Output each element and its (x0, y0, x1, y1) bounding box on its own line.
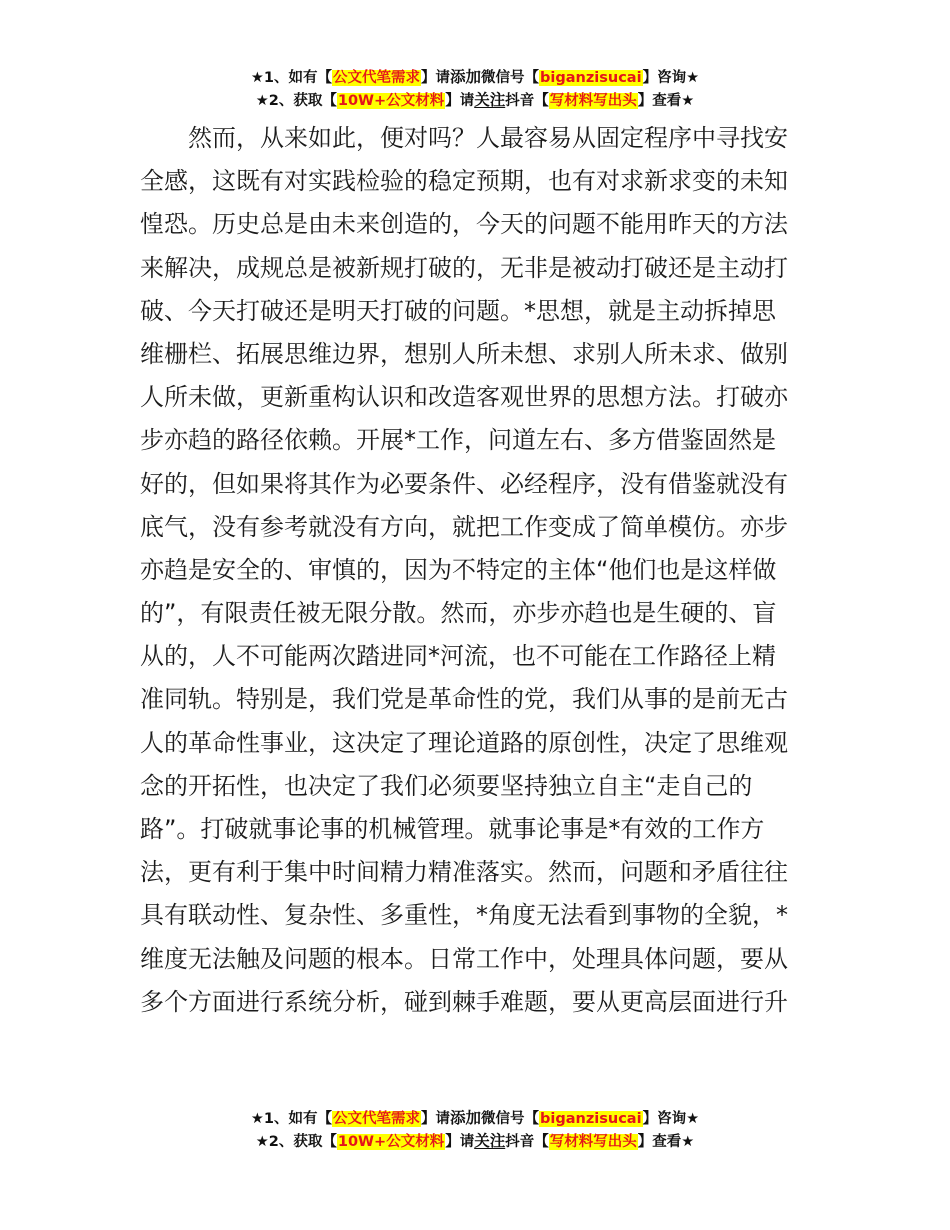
body-line: 人的革命性事业，这决定了理论道路的原创性，决定了思维观 (140, 728, 788, 757)
highlight-wechat-id: biganzisucai (540, 1111, 642, 1127)
body-line: 从的，人不可能两次踏进同*河流，也不可能在工作路径上精 (140, 642, 776, 671)
body-line: 然而，从来如此，便对吗？人最容易从固定程序中寻找安 (140, 124, 788, 152)
header-banner-line-2 (0, 89, 950, 112)
highlight-ghostwriting: 公文代笔需求 (333, 70, 420, 86)
banner-text: ★2、获取【 (255, 1134, 337, 1150)
banner-text: 微信号【 (481, 70, 540, 86)
banner-text: ★1、如有【 (250, 70, 332, 86)
banner-text: 】咨询★ (642, 70, 700, 86)
body-line: 来解决，成规总是被新规打破的，无非是被动打破还是主动打 (140, 253, 788, 282)
body-line: 亦趋是安全的、审慎的，因为不特定的主体“他们也是这样做 (140, 555, 777, 584)
header-banner-line-1 (0, 66, 950, 89)
banner-text: 】请 (445, 1134, 475, 1150)
banner-text: 】查看★ (637, 93, 695, 109)
banner-emphasis: 添加 (450, 1109, 482, 1127)
body-line: 底气，没有参考就没有方向，就把工作变成了简单模仿。亦步 (140, 512, 788, 541)
banner-text: 】咨询★ (642, 1111, 700, 1127)
banner-text: 】请 (421, 70, 450, 86)
body-line: 法，更有利于集中时间精力精准落实。然而，问题和矛盾往往 (140, 858, 788, 887)
highlight-wechat-id: biganzisucai (540, 70, 642, 86)
highlight-materials: 10W+公文材料 (337, 93, 445, 109)
body-line: 多个方面进行系统分析，碰到棘手难题，要从更高层面进行升 (140, 987, 788, 1016)
footer-banner-line-2 (0, 1130, 950, 1153)
body-line: 念的开拓性，也决定了我们必须要坚持独立自主“走自己的 (140, 771, 753, 800)
banner-emphasis: 关注 (474, 1132, 506, 1150)
banner-text: ★2、获取【 (255, 93, 337, 109)
banner-text: 抖音【 (505, 1134, 549, 1150)
footer-banner (0, 1107, 950, 1153)
body-line: 维栅栏、拓展思维边界，想别人所未想、求别人所未求、做别 (140, 339, 788, 368)
body-line: 准同轨。特别是，我们党是革命性的党，我们从事的是前无古 (140, 685, 788, 714)
banner-text: 】请 (445, 93, 475, 109)
body-line: 的”，有限责任被无限分散。然而，亦步亦趋也是生硬的、盲 (140, 599, 777, 628)
highlight-materials: 10W+公文材料 (337, 1134, 445, 1150)
body-line: 破、今天打破还是明天打破的问题。*思想，就是主动拆掉思 (140, 296, 776, 325)
body-line: 路”。打破就事论事的机械管理。就事论事是*有效的工作方 (140, 815, 765, 843)
banner-text: 】查看★ (637, 1134, 695, 1150)
banner-emphasis: 关注 (474, 91, 506, 109)
banner-text: 微信号【 (481, 1111, 540, 1127)
highlight-ghostwriting: 公文代笔需求 (333, 1111, 420, 1127)
banner-text: 】请 (421, 1111, 450, 1127)
banner-text: ★1、如有【 (250, 1111, 332, 1127)
body-line: 人所未做，更新重构认识和改造客观世界的思想方法。打破亦 (140, 383, 788, 412)
body-line: 维度无法触及问题的根本。日常工作中，处理具体问题，要从 (140, 944, 788, 973)
highlight-douyin: 写材料写出头 (549, 93, 637, 109)
body-line: 全感，这既有对实践检验的稳定预期，也有对求新求变的未知 (140, 167, 788, 196)
header-banner (0, 66, 950, 112)
banner-text: 抖音【 (505, 93, 549, 109)
document-body (140, 117, 812, 1024)
body-line: 惶恐。历史总是由未来创造的，今天的问题不能用昨天的方法 (140, 210, 788, 239)
body-line: 步亦趋的路径依赖。开展*工作，问道左右、多方借鉴固然是 (140, 426, 776, 455)
banner-emphasis: 添加 (450, 68, 482, 86)
footer-banner-line-1 (0, 1107, 950, 1130)
body-line: 好的，但如果将其作为必要条件、必经程序，没有借鉴就没有 (140, 469, 788, 498)
highlight-douyin: 写材料写出头 (549, 1134, 637, 1150)
body-line: 具有联动性、复杂性、多重性，*角度无法看到事物的全貌，* (140, 901, 788, 930)
